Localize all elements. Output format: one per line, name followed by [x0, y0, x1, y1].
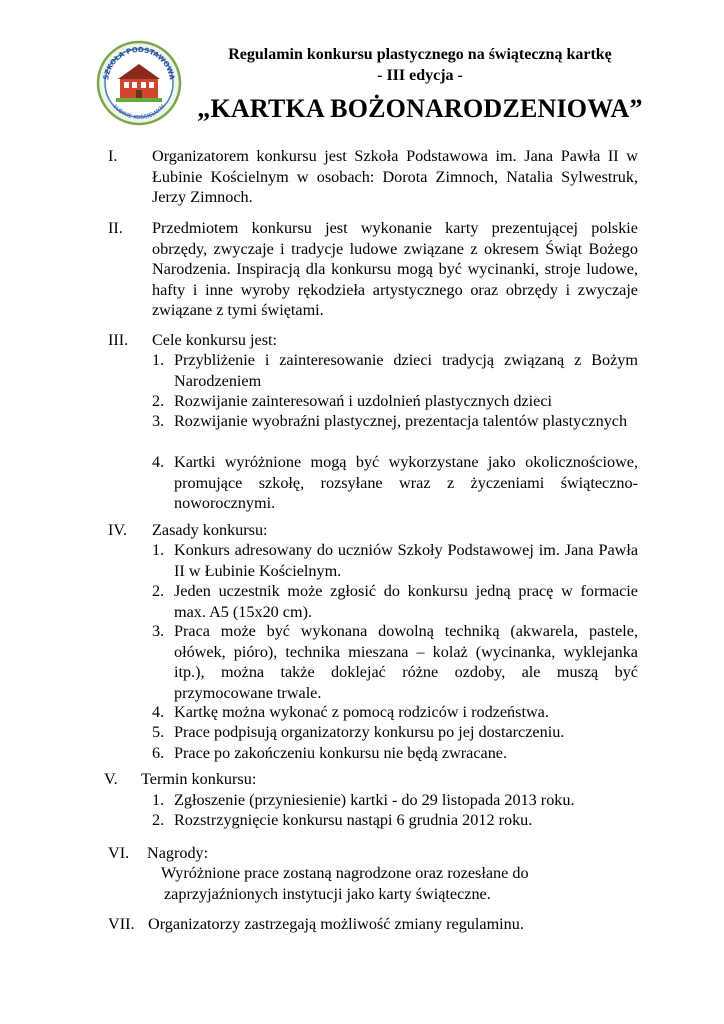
- list-item: Prace podpisują organizatorzy konkursu po jej dostarczeniu.: [174, 723, 565, 741]
- list-item-number: 1.: [152, 541, 165, 559]
- list-item-number: 2.: [152, 811, 165, 829]
- section-heading: Termin konkursu:: [141, 770, 257, 788]
- section-numeral: II.: [108, 219, 123, 237]
- list-item-number: 3.: [152, 412, 165, 430]
- list-item: Prace po zakończeniu konkursu nie będą zwracane.: [174, 744, 508, 762]
- section-numeral: VII.: [108, 915, 135, 933]
- logo-text-top: SZKOŁA PODSTAWOWA: [102, 45, 176, 81]
- list-item: Zgłoszenie (przyniesienie) kartki - do 29 listopada 2013 roku.: [174, 791, 575, 809]
- section-text-line-1: Wyróżnione prace zostaną nagrodzone oraz rozesłane do: [161, 864, 529, 882]
- list-item: Jeden uczestnik może zgłosić do konkursu jedną pracę w formacie max. A5 (15x20 cm).: [174, 582, 638, 621]
- section-text: Przedmiotem konkursu jest wykonanie karty prezentującej polskie obrzędy, zwyczaje i tradycje ludowe związane z okresem Świąt Bożego Narodzenia. Inspiracją dla konkursu mogą być wycinanki, stroje ludowe, hafty i inne wyroby rękodzieła artystycznego oraz obrzędy i zwyczaje związane z tymi świętami.: [152, 219, 638, 319]
- section-heading: Zasady konkursu:: [152, 521, 268, 539]
- section-heading: Cele konkursu jest:: [152, 331, 277, 349]
- subtitle-line-2: - III edycja -: [377, 67, 463, 84]
- section-heading: Nagrody:: [147, 844, 209, 862]
- list-item: Kartkę można wykonać z pomocą rodziców i rodzeństwa.: [174, 703, 549, 721]
- list-item: Rozwijanie zainteresowań i uzdolnień plastycznych dzieci: [174, 392, 553, 410]
- section-text-line-2: zaprzyjaźnionych instytucji jako karty świąteczne.: [164, 885, 491, 903]
- list-item-number: 2.: [152, 582, 165, 600]
- list-item-number: 1.: [152, 791, 165, 809]
- section-numeral: V.: [104, 770, 118, 788]
- list-item-number: 2.: [152, 392, 165, 410]
- section-text: Organizatorem konkursu jest Szkoła Podstawowa im. Jana Pawła II w Łubinie Kościelnym w osobach: Dorota Zimnoch, Natalia Sylwestruk, Jerzy Zimnoch.: [152, 147, 638, 206]
- list-item-number: 3.: [152, 622, 165, 640]
- list-item-number: 1.: [152, 351, 165, 369]
- list-item-number: 4.: [152, 453, 165, 471]
- list-item: Praca może być wykonana dowolną techniką (akwarela, pastele, ołówek, pióro), technika mieszana – kolaż (wycinanka, wyklejanka itp.), można także doklejać różne ozdoby, ale muszą być przymocowane trwale.: [174, 622, 638, 702]
- school-logo: [96, 40, 182, 126]
- list-item-number: 5.: [152, 723, 165, 741]
- list-item: Konkurs adresowany do uczniów Szkoły Podstawowej im. Jana Pawła II w Łubinie Kościelnym.: [174, 541, 638, 580]
- list-item: Rozwijanie wyobraźni plastycznej, prezentacja talentów plastycznych: [174, 412, 628, 430]
- list-item-number: 6.: [152, 744, 165, 762]
- subtitle-line-1: Regulamin konkursu plastycznego na świąteczną kartkę: [228, 46, 612, 63]
- list-item-number: 4.: [152, 703, 165, 721]
- section-numeral: I.: [108, 147, 118, 165]
- logo-text-bottom: ŁUBINIE KOŚCIELNYM: [111, 103, 167, 122]
- section-numeral: VI.: [108, 844, 130, 862]
- document-subtitle: [180, 44, 660, 86]
- list-item: Rozstrzygnięcie konkursu nastąpi 6 grudnia 2012 roku.: [174, 811, 533, 829]
- list-item: Kartki wyróżnione mogą być wykorzystane jako okolicznościowe, promujące szkołę, rozsyłane wraz z życzeniami świąteczno-noworocznymi.: [174, 453, 638, 512]
- list-item: Przybliżenie i zainteresowanie dzieci tradycją związaną z Bożym Narodzeniem: [174, 351, 638, 390]
- document-title: „KARTKA BOŻONARODZENIOWA”: [197, 94, 643, 123]
- section-numeral: III.: [108, 331, 129, 349]
- section-numeral: IV.: [108, 521, 128, 539]
- section-text: Organizatorzy zastrzegają możliwość zmiany regulaminu.: [148, 915, 524, 933]
